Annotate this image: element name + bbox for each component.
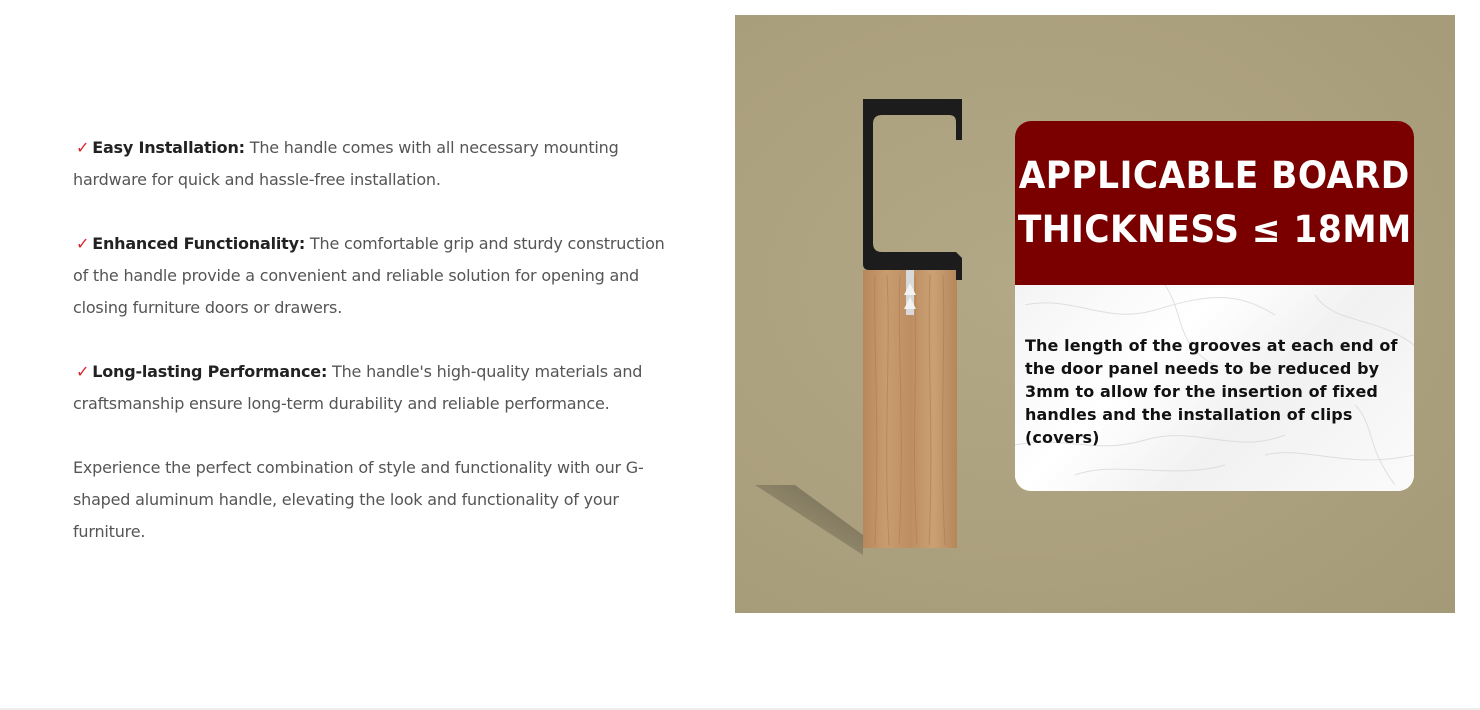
check-icon: ✓	[76, 234, 90, 253]
feature-long-lasting-performance	[73, 356, 683, 420]
card-title-line1: APPLICABLE BOARD	[1018, 154, 1411, 197]
check-icon: ✓	[76, 362, 90, 381]
board-shadow	[755, 485, 863, 555]
closing-paragraph: Experience the perfect combination of style and functionality with our G-shaped aluminum handle, elevating the look and functionality of your furniture.	[73, 458, 644, 541]
card-body-text: The length of the grooves at each end of the door panel needs to be reduced by 3mm to allow for the insertion of fixed handles and the installation of clips (covers)	[1025, 336, 1398, 447]
g-handle	[863, 99, 962, 280]
feature-title: Easy Installation:	[92, 138, 245, 157]
info-card	[1015, 121, 1414, 491]
feature-easy-installation	[73, 132, 683, 196]
feature-text: The handle's high-quality materials and craftsmanship ensure long-term durability and reliable performance.	[73, 362, 643, 413]
check-icon: ✓	[76, 138, 90, 157]
feature-enhanced-functionality	[73, 228, 683, 324]
feature-text: The handle comes with all necessary mounting hardware for quick and hassle-free installation.	[73, 138, 619, 189]
card-header	[1015, 121, 1414, 285]
card-title-line2: THICKNESS ≤ 18MM	[1017, 208, 1412, 251]
feature-title: Long-lasting Performance:	[92, 362, 328, 381]
feature-title: Enhanced Functionality:	[92, 234, 306, 253]
product-image	[735, 15, 1455, 613]
card-body	[1015, 285, 1414, 491]
feature-list	[73, 132, 683, 580]
feature-text: The comfortable grip and sturdy construction of the handle provide a convenient and reliable solution for opening and closing furniture doors or drawers.	[73, 234, 665, 317]
